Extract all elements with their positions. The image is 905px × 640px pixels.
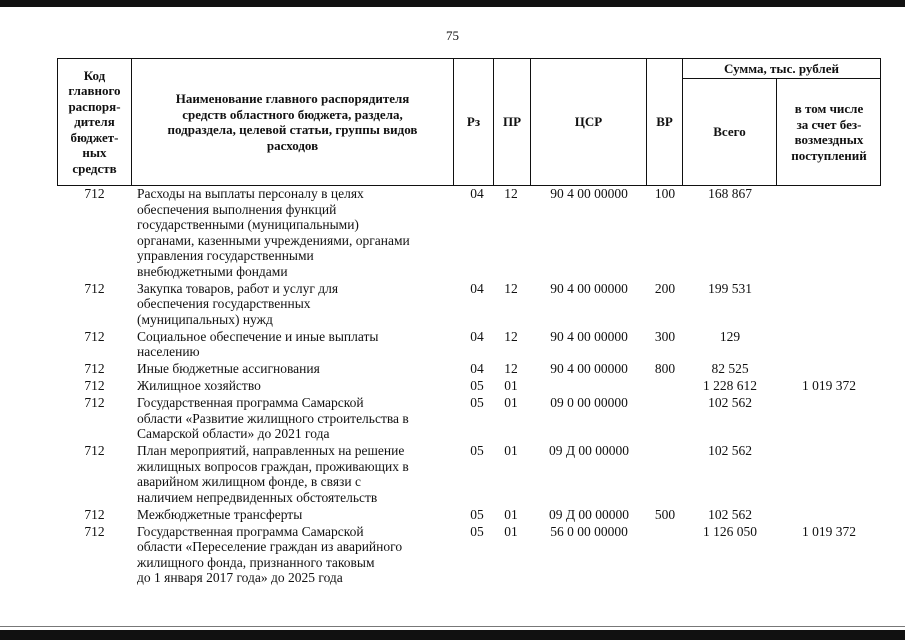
row-pr: 01 xyxy=(504,443,518,458)
row-name-line: План мероприятий, направленных на решение xyxy=(137,443,405,458)
header-vr: ВР xyxy=(647,59,683,185)
header-name-line: средств областного бюджета, раздела, xyxy=(182,106,403,122)
row-name-line: внебюджетными фондами xyxy=(137,263,288,279)
row-csr: 09 0 00 00000 xyxy=(550,395,628,410)
row-name-line: жилищного фонда, признанного таковым xyxy=(137,554,375,570)
table-row xyxy=(57,524,881,588)
row-total: 199 531 xyxy=(708,280,752,296)
row-pr: 12 xyxy=(504,186,518,201)
row-pr: 01 xyxy=(504,523,518,539)
bottom-border xyxy=(0,630,905,640)
row-vr: 500 xyxy=(654,506,676,522)
row-name xyxy=(137,443,457,505)
header-code-line: дителя xyxy=(74,114,115,130)
row-name-line: области «Переселение граждан из аварийного xyxy=(137,539,403,554)
table-row xyxy=(57,186,881,281)
row-total: 129 xyxy=(719,328,741,344)
row-name-line: обеспечения выполнения функций xyxy=(137,201,337,217)
row-pr: 01 xyxy=(504,395,518,410)
table-row xyxy=(57,507,881,524)
row-name-line: Государственная программа Самарской xyxy=(137,523,364,539)
header-pr: ПР xyxy=(494,59,531,185)
table-row xyxy=(57,378,881,395)
row-name-line: жилищных вопросов граждан, проживающих в xyxy=(137,458,409,474)
row-vr: 800 xyxy=(654,361,676,376)
table-row xyxy=(57,395,881,443)
header-sum-title: Сумма, тыс. рублей xyxy=(683,59,880,79)
header-free xyxy=(777,79,881,185)
row-name-line: обеспечения государственных xyxy=(137,296,311,311)
row-name-line: государственными (муниципальными) xyxy=(137,217,359,232)
row-total: 102 562 xyxy=(708,395,752,410)
row-name xyxy=(137,507,457,523)
row-name-line: Социальное обеспечение и иные выплаты xyxy=(137,328,379,344)
row-csr: 90 4 00 00000 xyxy=(550,361,628,376)
row-code: 712 xyxy=(84,506,105,522)
header-free-line: в том числе xyxy=(794,101,864,116)
row-rz: 05 xyxy=(470,395,484,410)
header-free-line: поступлений xyxy=(791,147,867,163)
header-sum-group xyxy=(683,59,881,185)
table-row xyxy=(57,329,881,362)
row-rz: 05 xyxy=(470,506,484,522)
row-name-line: населению xyxy=(137,344,200,359)
row-code: 712 xyxy=(84,443,105,458)
row-pr: 01 xyxy=(504,506,518,522)
row-csr: 09 Д 00 00000 xyxy=(548,506,630,522)
row-total: 82 525 xyxy=(711,361,749,376)
header-code-line: Код xyxy=(83,67,106,83)
row-code: 712 xyxy=(84,523,105,539)
row-name-line: управления государственными xyxy=(137,248,314,263)
row-pr: 01 xyxy=(504,378,518,393)
row-name xyxy=(137,281,457,328)
row-name-line: Самарской области» до 2021 года xyxy=(137,426,330,441)
budget-table xyxy=(57,58,881,587)
header-code-line: бюджет- xyxy=(70,129,119,145)
header-code-line: средств xyxy=(72,160,117,176)
header-name xyxy=(132,59,454,185)
row-rz: 05 xyxy=(470,378,484,393)
header-name-line: расходов xyxy=(266,137,319,153)
row-name-line: области «Развитие жилищного строительства в xyxy=(137,410,409,426)
row-pr: 12 xyxy=(504,361,518,376)
row-code: 712 xyxy=(84,328,105,344)
row-name xyxy=(137,361,457,377)
row-name xyxy=(137,378,457,394)
header-csr: ЦСР xyxy=(531,59,647,185)
header-name-line: подраздела, целевой статьи, группы видов xyxy=(167,122,418,137)
table-row xyxy=(57,443,881,507)
row-csr: 56 0 00 00000 xyxy=(550,523,628,539)
header-free-line: за счет без- xyxy=(796,116,862,132)
row-csr: 90 4 00 00000 xyxy=(550,328,628,344)
header-free-line: возмездных xyxy=(794,132,864,147)
row-rz: 05 xyxy=(470,443,484,458)
header-code xyxy=(57,59,132,185)
page-number: 75 xyxy=(446,28,459,43)
row-name-line: наличием непредвиденных обстоятельств xyxy=(137,489,378,505)
row-code: 712 xyxy=(84,280,105,296)
header-code-line: главного xyxy=(68,83,121,99)
header-code-line: распоря- xyxy=(68,98,121,114)
row-pr: 12 xyxy=(504,280,518,296)
row-code: 712 xyxy=(84,186,105,201)
table-header xyxy=(57,58,881,186)
row-pr: 12 xyxy=(504,328,518,344)
row-vr: 200 xyxy=(654,280,676,296)
row-name-line: органами, казенными учреждениями, органами xyxy=(137,232,410,248)
header-rz: Рз xyxy=(454,59,494,185)
row-name xyxy=(137,524,457,586)
header-total: Всего xyxy=(683,79,777,185)
row-name xyxy=(137,186,457,279)
row-name-line: (муниципальных) нужд xyxy=(137,311,273,327)
row-rz: 05 xyxy=(470,523,484,539)
header-name-line: Наименование главного распорядителя xyxy=(175,91,410,106)
row-name-line: Государственная программа Самарской xyxy=(137,395,364,410)
table-body xyxy=(57,186,881,587)
row-free: 1 019 372 xyxy=(802,378,856,393)
row-rz: 04 xyxy=(470,280,484,296)
top-border xyxy=(0,0,905,7)
row-rz: 04 xyxy=(470,328,484,344)
row-name-line: Межбюджетные трансферты xyxy=(137,506,303,522)
row-name xyxy=(137,329,457,360)
row-rz: 04 xyxy=(470,361,484,376)
bottom-rule xyxy=(0,626,905,627)
row-name-line: Расходы на выплаты персоналу в целях xyxy=(137,186,364,201)
table-row xyxy=(57,281,881,329)
row-total: 1 126 050 xyxy=(703,523,757,539)
row-vr: 300 xyxy=(654,328,676,344)
row-csr: 09 Д 00 00000 xyxy=(548,443,630,458)
row-code: 712 xyxy=(84,395,105,410)
row-total: 1 228 612 xyxy=(703,378,757,393)
row-rz: 04 xyxy=(470,186,484,201)
row-name-line: до 1 января 2017 года» до 2025 года xyxy=(137,570,343,585)
row-code: 712 xyxy=(84,378,105,393)
row-name-line: Жилищное хозяйство xyxy=(137,378,261,393)
row-name-line: Иные бюджетные ассигнования xyxy=(137,361,320,376)
row-free: 1 019 372 xyxy=(802,523,856,539)
row-total: 102 562 xyxy=(708,506,752,522)
row-code: 712 xyxy=(84,361,105,376)
row-csr: 90 4 00 00000 xyxy=(550,280,628,296)
header-code-line: ных xyxy=(82,145,107,161)
row-vr: 100 xyxy=(654,186,676,201)
row-name-line: аварийном жилищном фонде, в связи с xyxy=(137,474,361,489)
row-csr: 90 4 00 00000 xyxy=(550,186,628,201)
row-name-line: Закупка товаров, работ и услуг для xyxy=(137,280,339,296)
row-total: 168 867 xyxy=(708,186,752,201)
table-row xyxy=(57,361,881,378)
row-total: 102 562 xyxy=(708,443,752,458)
row-name xyxy=(137,395,457,442)
